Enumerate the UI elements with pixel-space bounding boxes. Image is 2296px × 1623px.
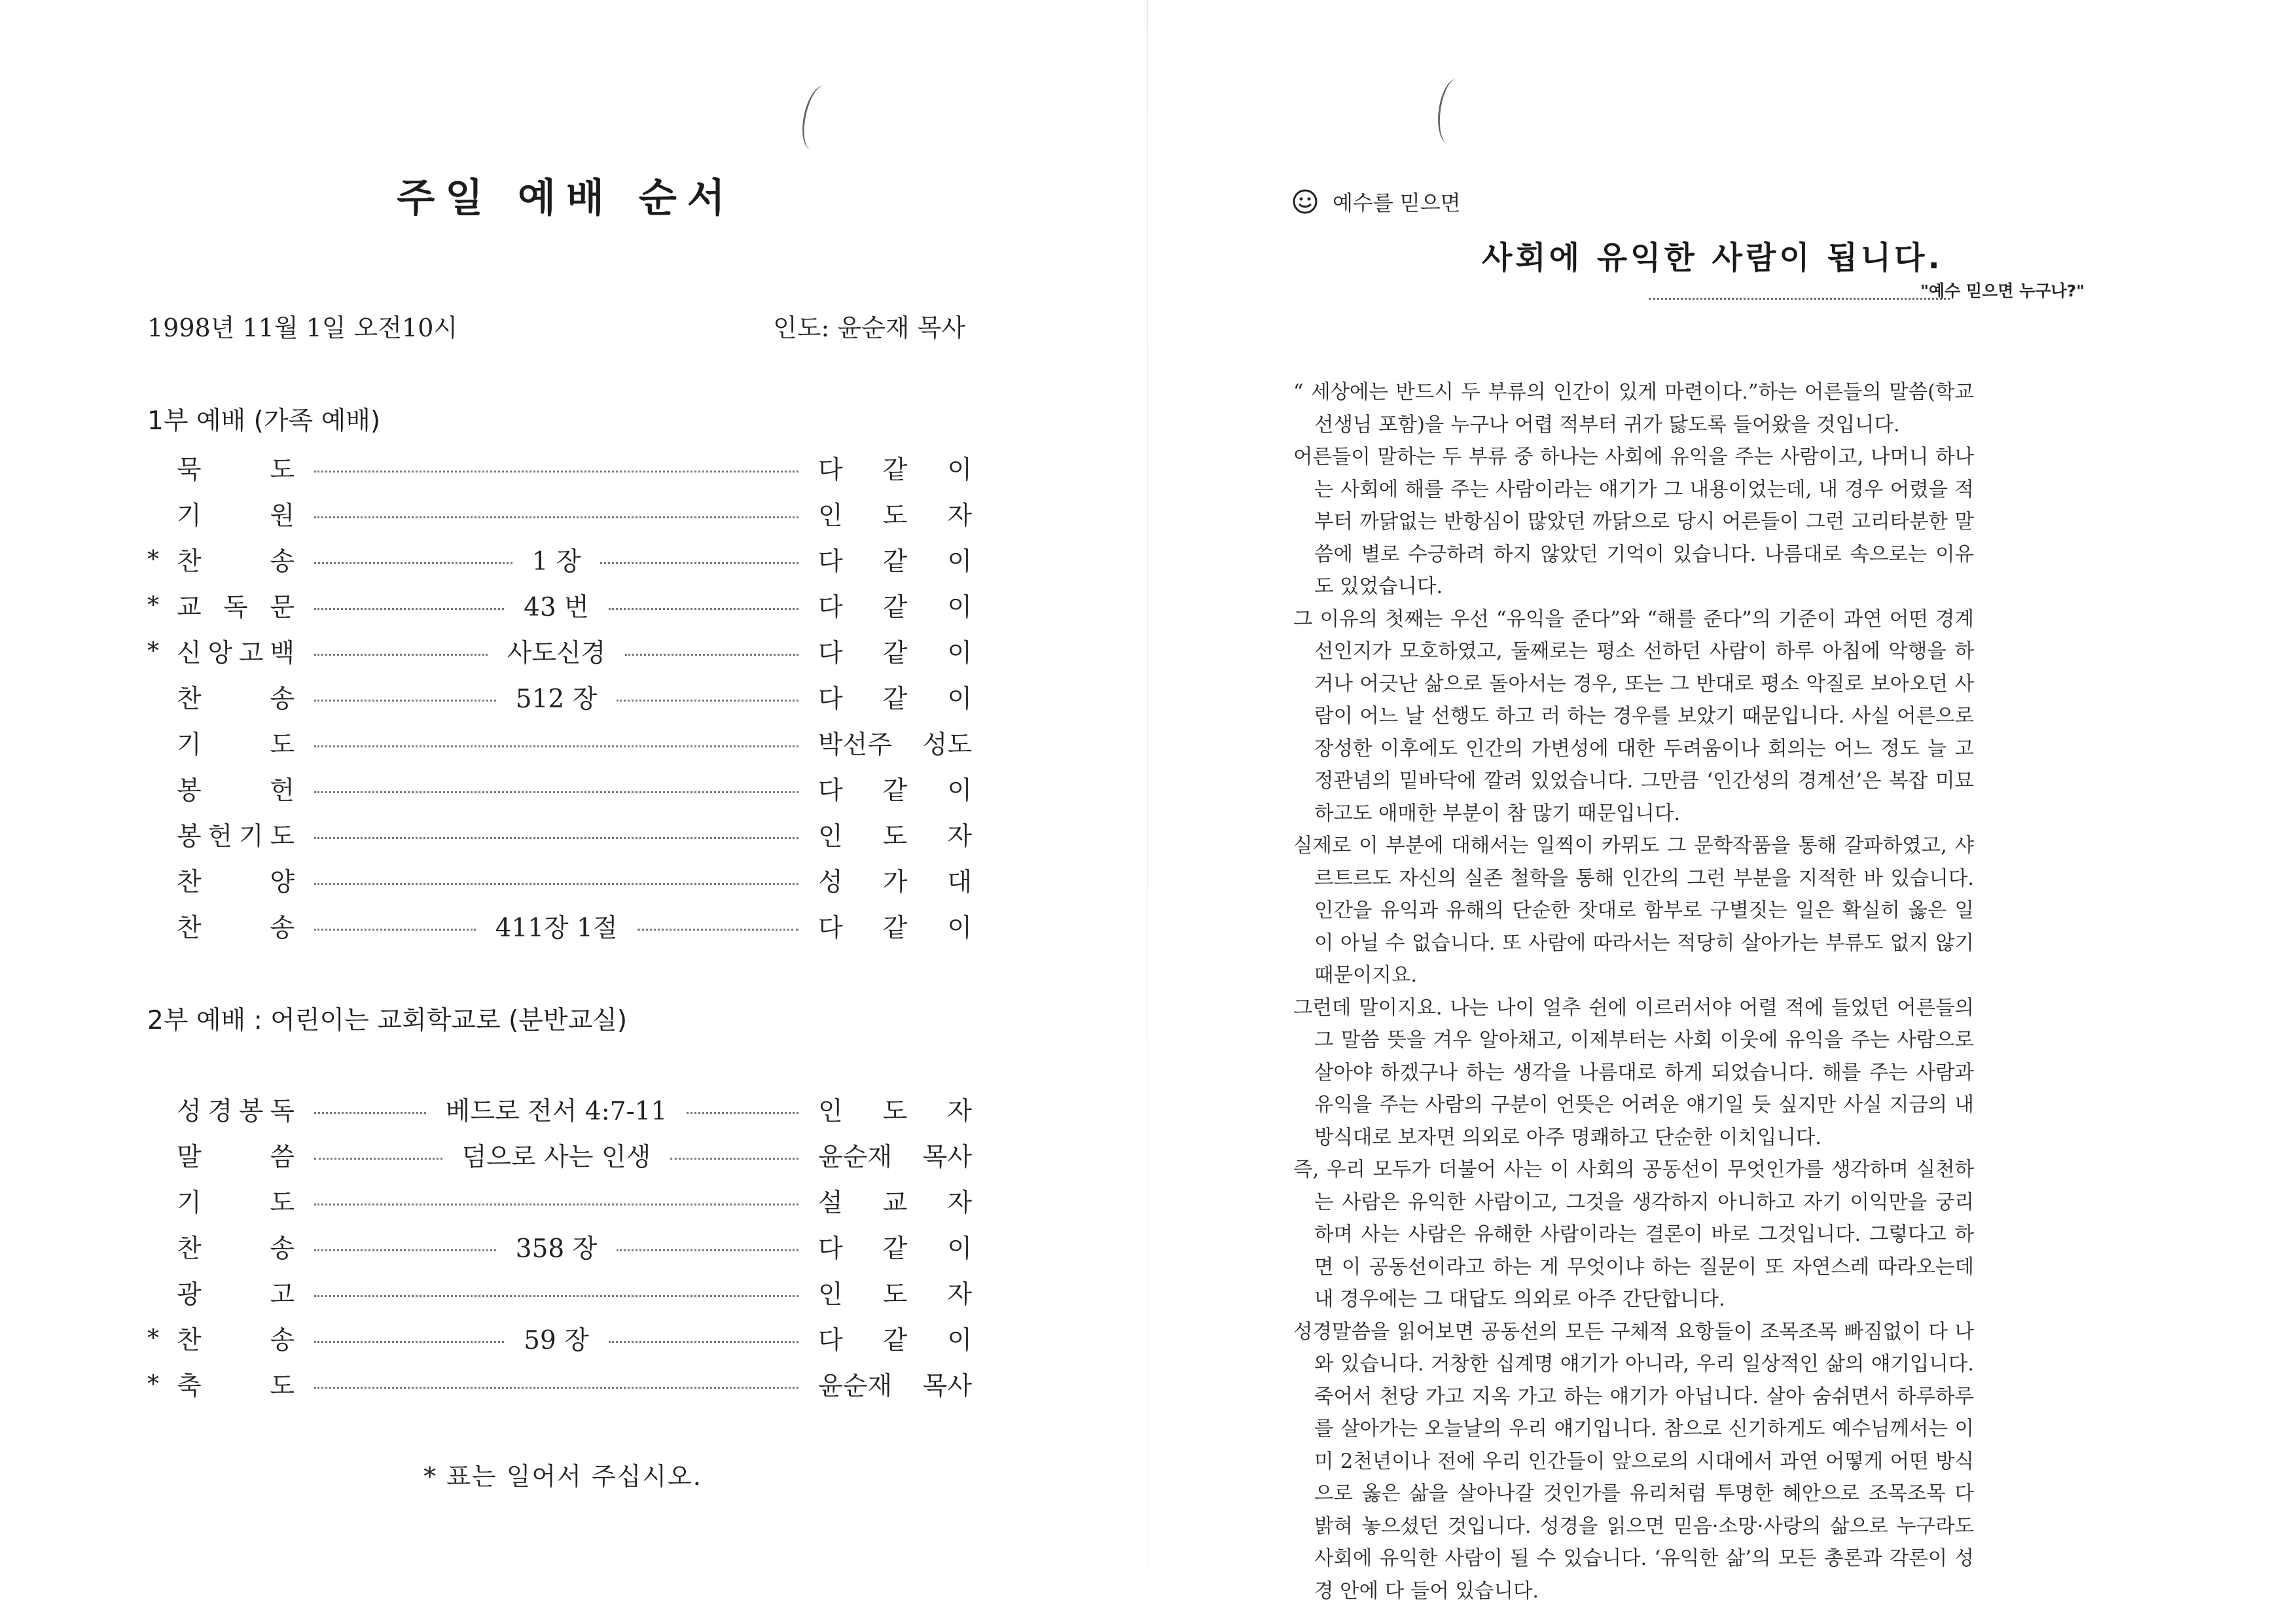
order-item-name-char: 광 [177,1280,202,1310]
byline-divider [1649,298,1950,300]
leader-dots [314,1341,504,1343]
order-item-leader-char: 설 [818,1188,843,1218]
dot-leader [314,1137,798,1173]
order-item [147,491,972,537]
order-item-name-char: 독 [270,1097,295,1126]
dot-leader [314,1289,798,1297]
leader-dots [314,745,798,747]
order-item-name-char: 독 [223,593,248,622]
standing-marker: * [147,1325,159,1352]
order-item-name [177,1320,295,1357]
dot-leader [314,908,798,944]
order-item-leader-char: 윤순재 [818,1372,893,1401]
leader-dots [687,1112,798,1114]
order-item-leader-char: 이 [947,914,972,943]
essay-byline: "예수 믿으면 누구나?" [1920,281,2085,300]
order-item-name [177,770,295,807]
leader-dots [314,608,504,610]
order-item-leader [818,633,972,669]
order-item-leader-char: 자 [947,1188,972,1218]
order-item-leader-char: 성 [818,868,843,897]
order-item-leader-char: 이 [947,1326,972,1355]
part2-heading: 2부 예배 : 어린이는 교회학교로 (분반교실) [147,1006,628,1035]
order-item-name [177,862,295,899]
order-item-name-char: 도 [270,730,295,760]
order-item-name-char: 도 [270,822,295,851]
leader-dots [314,1295,798,1297]
standing-marker: * [147,546,159,573]
order-item-name-char: 경 [207,1097,233,1126]
dot-leader [314,679,798,715]
order-item-name [177,633,295,669]
order-item-name [177,679,295,715]
order-item-name-char: 찬 [177,868,202,897]
order-item-leader-char: 같 [882,547,908,577]
dot-leader [314,1091,798,1128]
dot-leader [314,1197,798,1205]
order-item-name-char: 봉 [177,776,202,806]
order-item-leader-char: 자 [947,501,972,531]
order-item-leader-char: 인 [818,1280,843,1310]
order-item-leader-char: 대 [947,868,972,897]
order-item-detail: 512 장 [515,685,598,714]
order-item-leader-char: 같 [882,639,908,668]
order-item [147,582,972,628]
part1-order-list [147,445,972,949]
order-item-name-char: 양 [270,868,295,897]
order-item-leader-char: 다 [818,1326,843,1355]
order-item-name-char: 찬 [177,914,202,943]
order-item-leader [818,862,972,899]
order-item-detail: 덤으로 사는 인생 [461,1143,651,1172]
leader-dots [314,654,488,656]
order-item-leader-char: 자 [947,822,972,851]
order-item-leader [818,495,972,532]
dot-leader [314,541,798,578]
essay-paragraph: 그 이유의 첫째는 우선 “유익을 준다”와 “해를 준다”의 기준이 과연 어떤 경계선인지가 모호하였고, 둘째로는 평소 선하던 사람이 하루 아침에 악행을 하거나 어긋난 삶으로 돌아서는 경우, 또는 그 반대로 평소 악질로 보아오던 사람이 어느 날 선행도 하고 러 하는 경우를 보았기 때문입니다. 사실 어른으로 장성한 이후에도 인간의 가변성에 대한 두려움이나 회의는 어느 정도 늘 고정관념의 밑바닥에 깔려 있었습니다. 그만큼 ‘인간성의 경계선’은 복잡 미묘하고도 애매한 부분이 참 많기 때문입니다. [1293,607,1974,825]
order-item-leader-char: 이 [947,639,972,668]
order-item-name-char: 고 [238,639,264,668]
dot-leader [314,1228,798,1265]
service-leader: 인도: 윤순재 목사 [773,313,965,342]
order-item [147,1270,972,1315]
order-item-name-char: 도 [270,455,295,485]
order-item-leader-char: 다 [818,593,843,622]
order-item-name-char: 찬 [177,547,202,577]
order-item-leader-char: 같 [882,455,908,485]
standing-marker: * [147,592,159,619]
order-item-leader [818,541,972,578]
order-item-name [177,908,295,944]
leader-dots [314,562,512,564]
order-item-leader-char: 같 [882,685,908,714]
order-item-leader-char: 같 [882,914,908,943]
order-item-leader-char: 다 [818,776,843,806]
leader-dots [609,608,798,610]
order-item-leader-char: 도 [882,501,908,531]
order-item-leader-char: 교 [882,1188,908,1218]
essay-paragraph: “ 세상에는 반드시 두 부류의 인간이 있게 마련이다.”하는 어른들의 말씀(학교 선생님 포함)을 누구나 어렵 적부터 귀가 닳도록 들어왔을 것입니다. [1293,381,1974,437]
order-item [147,1361,972,1407]
order-item [147,674,972,720]
order-item-name [177,1274,295,1311]
order-item-leader-char: 목사 [922,1372,972,1401]
order-item [147,812,972,857]
dot-leader [314,739,798,747]
leader-dots [314,1112,426,1114]
order-item-leader [818,1183,972,1219]
order-item-name-char: 도 [270,1372,295,1401]
leader-dots [314,883,798,885]
order-item-name [177,1137,295,1173]
order-item-leader-char: 같 [882,1326,908,1355]
order-item-detail: 베드로 전서 4:7-11 [445,1097,668,1126]
leader-dots [625,654,798,656]
essay-kicker [1292,187,1461,217]
dot-leader [314,464,798,473]
leader-dots [617,700,798,702]
order-item-leader-char: 이 [947,776,972,806]
leader-dots [314,791,798,793]
order-item-leader-char: 다 [818,547,843,577]
order-item-name-char: 도 [270,1188,295,1218]
order-item-detail: 1 장 [531,547,581,577]
dot-leader [314,1380,798,1389]
dot-leader [314,587,798,624]
order-item-leader-char: 인 [818,822,843,851]
order-item-name-char: 성 [177,1097,202,1126]
order-item-leader [818,724,972,761]
dot-leader [314,830,798,839]
order-item-name-char: 교 [177,593,202,622]
order-item-detail: 사도신경 [507,639,606,668]
order-item-name-char: 송 [270,547,295,577]
essay-paragraph: 그런데 말이지요. 나는 나이 얼추 쉰에 이르러서야 어렬 적에 들었던 어른들의 그 말씀 뜻을 겨우 알아채고, 이제부터는 사회 이웃에 유익을 주는 사람으로 살아야 하겠구나 하는 생각을 나름대로 하게 되었습니다. 해를 주는 사람과 유익을 주는 사람의 구분이 언뜻은 어려운 얘기일 듯 싶지만 사실 지금의 내 방식대로 보자면 의외로 아주 명쾌하고 단순한 이치입니다. [1293,996,1974,1149]
order-item-name-char: 기 [177,730,202,760]
order-item-leader-char: 박선주 [818,730,893,760]
order-item [147,1315,972,1361]
leader-dots [637,929,799,931]
service-info [147,308,965,344]
order-item-name-char: 씀 [270,1143,295,1172]
order-item-leader-char: 이 [947,685,972,714]
order-item-name-char: 축 [177,1372,202,1401]
order-item-name [177,1228,295,1265]
order-item-leader-char: 이 [947,455,972,485]
leader-dots [600,562,798,564]
order-item-name-char: 기 [177,501,202,531]
order-item [147,1178,972,1224]
order-item-leader-char: 다 [818,639,843,668]
order-item [147,1132,972,1178]
order-item [147,1224,972,1270]
order-item-leader-char: 목사 [922,1143,972,1172]
order-item-leader-char: 같 [882,1234,908,1264]
order-item [147,1086,972,1132]
part1-heading: 1부 예배 (가족 예배) [147,406,381,436]
order-item-detail: 411장 1절 [495,914,618,943]
leader-dots [314,1158,442,1160]
order-item-name-char: 문 [270,593,295,622]
order-item-detail: 43 번 [524,593,589,622]
order-item-leader-char: 도 [882,1097,908,1126]
leader-dots [314,1249,496,1251]
order-item-leader [818,816,972,853]
leader-dots [314,700,496,702]
order-item-name-char: 기 [177,1188,202,1218]
order-item-name-char: 봉 [238,1097,264,1126]
order-item-name [177,495,295,532]
order-item [147,720,972,766]
order-item-name-char: 백 [270,639,295,668]
leader-dots [609,1341,798,1343]
order-item-name-char: 묵 [177,455,202,485]
leader-dots [314,1204,798,1205]
order-item-name [177,541,295,578]
essay-body [1293,376,1974,1607]
dot-leader [314,785,798,793]
order-item-name-char: 원 [270,501,295,531]
order-item-leader [818,1366,972,1402]
leader-dots [314,929,476,931]
leader-dots [314,471,798,473]
order-item-name-char: 기 [238,822,264,851]
order-item-name-char: 송 [270,685,295,714]
essay-paragraph: 실제로 이 부분에 대해서는 일찍이 카뮈도 그 문학작품을 통해 갈파하였고, 샤르트르도 자신의 실존 철학을 통해 인간의 그런 부분을 지적한 바 있습니다. 인간을 유익과 유해의 단순한 잣대로 함부로 구별짓는 일은 확실히 옳은 일이 아닐 수 없습니다. 또 사람에 따라서는 적당히 살아가는 부류도 없지 않기 때문이지요. [1293,834,1974,987]
order-item-leader-char: 다 [818,1234,843,1264]
order-item-leader [818,450,972,486]
order-item-leader [818,908,972,944]
leader-dots [670,1158,798,1160]
order-item-name-char: 찬 [177,1326,202,1355]
order-item-leader-char: 인 [818,501,843,531]
order-item-leader-char: 같 [882,776,908,806]
order-item-leader-char: 다 [818,455,843,485]
leader-dots [314,1387,798,1389]
order-item-name-char: 송 [270,1326,295,1355]
order-item-leader [818,1228,972,1265]
order-item-leader-char: 다 [818,685,843,714]
dot-leader [314,510,798,518]
order-item-leader-char: 이 [947,1234,972,1264]
order-item-name-char: 헌 [270,776,295,806]
kicker-label: 예수를 믿으면 [1333,190,1461,215]
order-item-leader [818,1091,972,1128]
order-item-leader-char: 이 [947,547,972,577]
order-item-leader-char: 성도 [922,730,972,760]
order-item-name [177,816,295,853]
dot-leader [314,876,798,885]
essay-paragraph: 즉, 우리 모두가 더불어 사는 이 사회의 공동선이 무엇인가를 생각하며 실천하는 사람은 유익한 사람이고, 그것을 생각하지 아니하고 자기 이익만을 궁리하며 사는 사람은 유해한 사람이라는 결론이 바로 그것입니다. 그렇다고 하면 이 공동선이라고 하는 게 무엇이냐 하는 질문이 또 자연스레 따라오는데 내 경우에는 그 대답도 의외로 아주 간단합니다. [1293,1158,1974,1311]
standing-marker: * [147,637,159,665]
order-item-name [177,1091,295,1128]
order-item-leader-char: 윤순재 [818,1143,893,1172]
order-item-name-char: 신 [177,639,202,668]
leader-dots [314,516,798,518]
order-item-name-char: 고 [270,1280,295,1310]
order-item [147,857,972,903]
order-item-leader-char: 다 [818,914,843,943]
service-date: 1998년 11월 1일 오전10시 [147,313,458,342]
order-item-leader-char: 가 [882,868,908,897]
order-item-name-char: 송 [270,914,295,943]
order-item-leader [818,1320,972,1357]
essay-page [1148,0,2296,1623]
dot-leader [314,1320,798,1357]
essay-paragraph: 어른들이 말하는 두 부류 중 하나는 사회에 유익을 주는 사람이고, 나머니 하나는 사회에 해를 주는 사람이라는 얘기가 그 내용이었는데, 내 경우 어렸을 적부터 까닭없는 반항심이 많았던 까닭으로 당시 어른들이 그런 고리타분한 말씀에 별로 수긍하려 하지 않았던 기억이 있습니다. 나름대로 속으로는 이유도 있었습니다. [1293,446,1974,598]
standing-note: * 표는 일어서 주십시오. [423,1462,702,1491]
order-item-name-char: 말 [177,1143,202,1172]
smiley-face-icon [1292,188,1318,215]
order-item-leader [818,1274,972,1311]
order-item-detail: 59 장 [524,1326,589,1355]
order-item-leader [818,770,972,807]
order-item-name [177,1366,295,1402]
order-item [147,766,972,812]
order-item-leader [818,679,972,715]
order-item-leader [818,587,972,624]
essay-headline: 사회에 유익한 사람이 됩니다. [1482,240,1943,276]
standing-marker: * [147,1370,159,1398]
order-item-leader-char: 도 [882,1280,908,1310]
page-title: 주일 예배 순서 [397,175,736,221]
order-item-leader-char: 같 [882,593,908,622]
order-item-name-char: 봉 [177,822,202,851]
order-item-name [177,450,295,486]
order-item-leader [818,1137,972,1173]
order-item [147,903,972,949]
order-item [147,537,972,582]
leader-dots [314,837,798,839]
order-item-leader-char: 도 [882,822,908,851]
order-item-leader-char: 이 [947,593,972,622]
order-item-detail: 358 장 [515,1234,598,1264]
dot-leader [314,633,798,669]
order-item-name-char: 헌 [207,822,233,851]
order-item-name [177,724,295,761]
order-item [147,628,972,674]
order-item [147,445,972,491]
order-item-leader-char: 인 [818,1097,843,1126]
essay-paragraph: 성경말씀을 읽어보면 공동선의 모든 구체적 요항들이 조목조목 빠짐없이 다 나와 있습니다. 거창한 십계명 얘기가 아니라, 우리 일상적인 삶의 얘기입니다. 죽어서 천당 가고 지옥 가고 하는 얘기가 아닙니다. 살아 숨쉬면서 하루하루를 살아가는 오늘날의 우리 얘기입니다. 참으로 신기하게도 예수님께서는 이미 2천년이나 전에 우리 인간들이 앞으로의 시대에서 과연 어떻게 어떤 방식으로 옳은 삶을 살아나갈 것인가를 유리처럼 투명한 혜안으로 조목조목 다 밝혀 놓으셨던 것입니다. 성경을 읽으면 믿음·소망·사랑의 삶으로 누구라도 사회에 유익한 사람이 될 수 있습니다. ‘유익한 삶’의 모든 총론과 각론이 성경 안에 다 들어 있습니다. [1293,1320,1974,1603]
order-item-name [177,587,295,624]
order-item-name-char: 송 [270,1234,295,1264]
order-item-leader-char: 자 [947,1097,972,1126]
order-item-name [177,1183,295,1219]
leader-dots [617,1249,798,1251]
order-item-name-char: 찬 [177,685,202,714]
order-item-name-char: 앙 [207,639,233,668]
order-item-leader-char: 자 [947,1280,972,1310]
part2-order-list [147,1086,972,1407]
order-item-name-char: 찬 [177,1234,202,1264]
